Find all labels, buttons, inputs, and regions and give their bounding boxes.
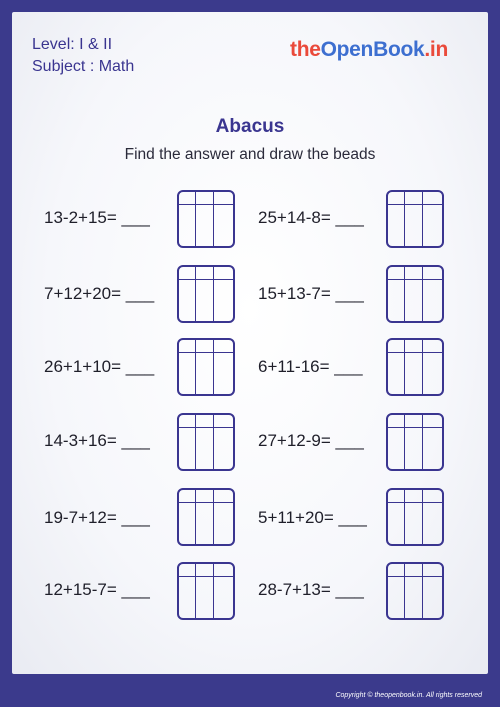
worksheet-meta [32, 34, 134, 78]
abacus-frame-4[interactable] [386, 265, 444, 323]
copyright-footer: Copyright © theopenbook.in. All rights reserved [335, 692, 482, 699]
problem-10: 5+11+20= ___ [258, 508, 367, 527]
problem-6: 6+11-16= ___ [258, 357, 363, 376]
logo-part-the: the [290, 38, 321, 61]
problem-9: 19-7+12= ___ [44, 508, 150, 527]
logo-part-in: .in [424, 38, 448, 61]
problem-3: 7+12+20= ___ [44, 284, 155, 303]
abacus-frame-6[interactable] [386, 338, 444, 396]
site-logo [290, 38, 448, 62]
problem-8: 27+12-9= ___ [258, 431, 364, 450]
level-label: Level: I & II [32, 36, 113, 53]
abacus-frame-1[interactable] [177, 190, 235, 248]
problem-11: 12+15-7= ___ [44, 580, 150, 599]
abacus-frame-10[interactable] [386, 488, 444, 546]
abacus-frame-7[interactable] [177, 413, 235, 471]
abacus-frame-9[interactable] [177, 488, 235, 546]
problem-7: 14-3+16= ___ [44, 431, 150, 450]
logo-part-openbook: OpenBook [320, 38, 425, 61]
abacus-frame-5[interactable] [177, 338, 235, 396]
problem-12: 28-7+13= ___ [258, 580, 364, 599]
instructions: Find the answer and draw the beads [124, 146, 376, 163]
abacus-frame-2[interactable] [386, 190, 444, 248]
abacus-frame-11[interactable] [177, 562, 235, 620]
page-title: Abacus [215, 116, 285, 137]
subject-label: Subject : Math [32, 58, 135, 75]
abacus-frame-3[interactable] [177, 265, 235, 323]
problem-5: 26+1+10= ___ [44, 357, 155, 376]
abacus-frame-12[interactable] [386, 562, 444, 620]
abacus-frame-8[interactable] [386, 413, 444, 471]
problem-1: 13-2+15= ___ [44, 208, 150, 227]
problem-2: 25+14-8= ___ [258, 208, 364, 227]
problem-4: 15+13-7= ___ [258, 284, 364, 303]
